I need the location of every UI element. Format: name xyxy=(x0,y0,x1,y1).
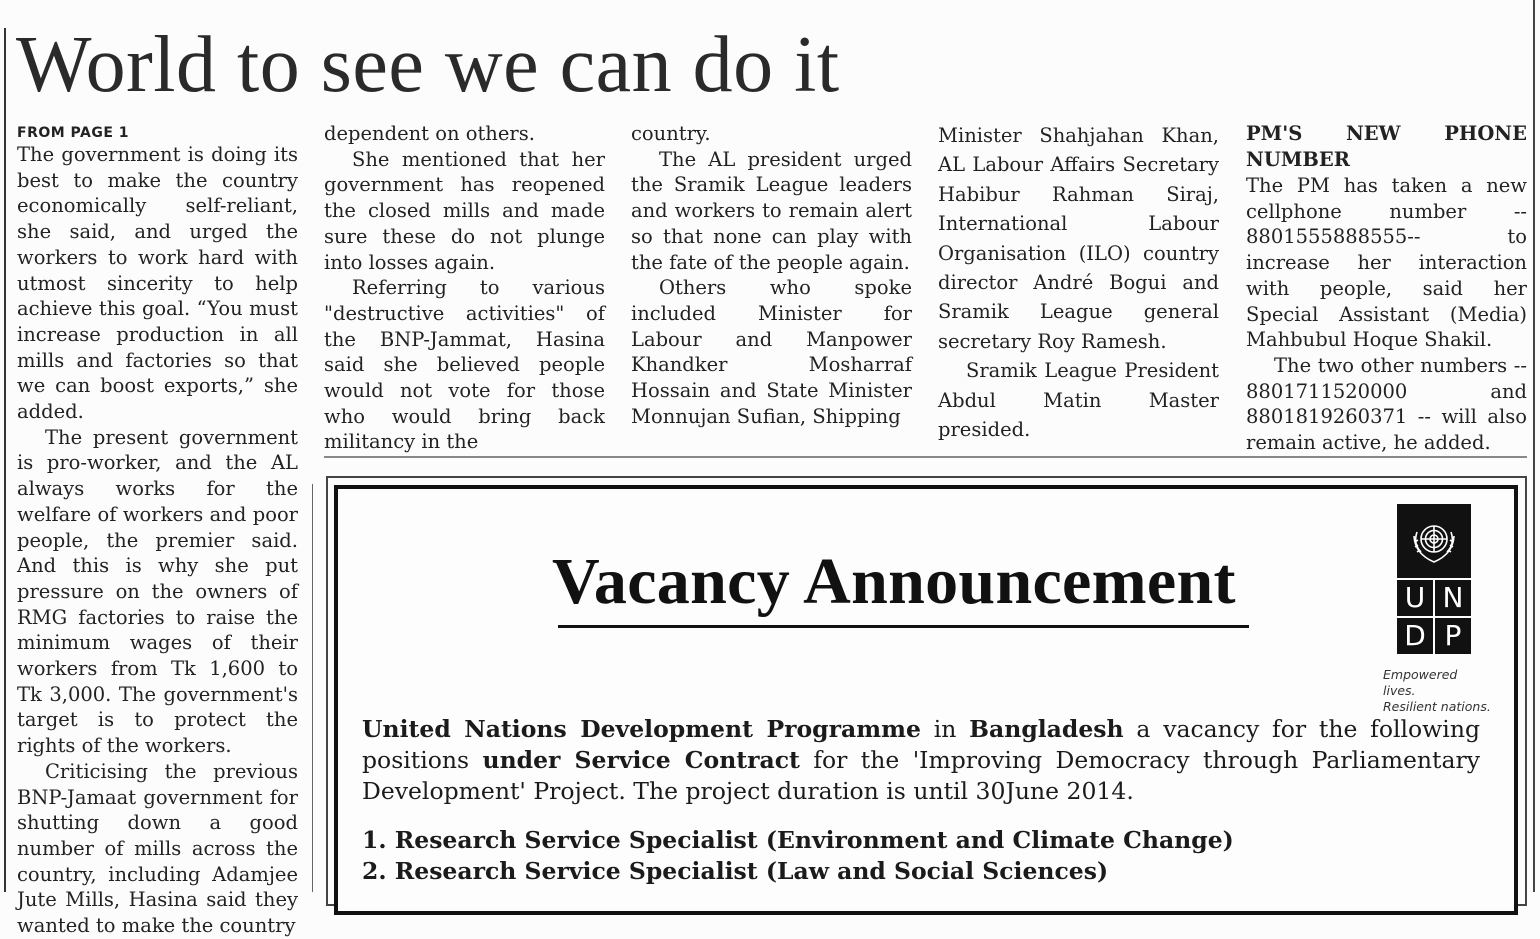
un-emblem-icon xyxy=(1397,504,1471,578)
article-column-5 xyxy=(1246,121,1527,456)
body-text: a vacancy for the following positions xyxy=(362,715,1480,774)
undp-letter: N xyxy=(1435,580,1471,616)
right-page-rule xyxy=(1533,0,1535,892)
tagline-line: Empowered lives. xyxy=(1383,667,1458,698)
undp-letter: D xyxy=(1397,618,1433,654)
paragraph: Others who spoke included Minister for Labour and Manpower Khandker Mosharraf Hossain and State Minister Monnujan Sufian, Shipping xyxy=(631,276,912,428)
undp-tagline xyxy=(1383,667,1493,715)
positions-list xyxy=(362,825,1262,887)
paragraph: Criticising the previous BNP-Jamaat government for shutting down a good number of mills across the country, including Adamjee Jute Mills, Hasina said they wanted to make the country xyxy=(17,759,298,938)
position-item: 1. Research Service Specialist (Environment and Climate Change) xyxy=(362,826,1234,854)
undp-logo xyxy=(1397,504,1471,654)
paragraph: Referring to various "destructive activities" of the BNP-Jammat, Hasina said she believed people would not vote for those who would bring back militancy in the xyxy=(324,276,605,454)
article-column-2 xyxy=(324,121,605,455)
column-divider xyxy=(312,484,313,892)
contract-type: under Service Contract xyxy=(482,746,800,774)
position-item: 2. Research Service Specialist (Law and Social Sciences) xyxy=(362,857,1109,885)
body-text: in xyxy=(920,715,970,743)
org-name: United Nations Development Programme xyxy=(362,715,921,743)
paragraph: Sramik League President Abdul Matin Master presided. xyxy=(938,359,1219,442)
tagline-line: Resilient nations. xyxy=(1383,699,1491,714)
headline: World to see we can do it xyxy=(16,21,840,109)
from-page-kicker: FROM PAGE 1 xyxy=(17,125,130,141)
paragraph: The government is doing its best to make the country economically self-reliant, she said, and urged the workers to work hard with utmost sincerity to help achieve this goal. “You must increase production in all mills and factories so that we can boost exports,” she added. xyxy=(17,143,298,424)
paragraph: The two other numbers -- 8801711520000 and 8801819260371 -- will also remain active, he added. xyxy=(1246,353,1527,455)
ad-body-text xyxy=(362,714,1480,807)
paragraph: The AL president urged the Sramik League leaders and workers to remain alert so that none can play with the fate of the people again. xyxy=(631,147,912,274)
article-column-3 xyxy=(631,121,912,429)
paragraph: The PM has taken a new cellphone number -- 8801555888555-- to increase her interaction with people, said her Special Assistant (Media) Mahbubul Hoque Shakil. xyxy=(1246,174,1527,352)
ad-title-underline xyxy=(558,625,1249,628)
paragraph: The present government is pro-worker, and the AL always works for the welfare of workers and poor people, the premier said. And this is why she put pressure on the owners of RMG factories to raise the minimum wages of their workers from Tk 1,600 to Tk 3,000. The government's target is to protect the rights of the workers. xyxy=(17,425,298,758)
country-name: Bangladesh xyxy=(969,715,1124,743)
paragraph: Minister Shahjahan Khan, AL Labour Affairs Secretary Habibur Rahman Siraj, International Labour Organisation (ILO) country director André Bogui and Sramik League general secretary Roy Ramesh. xyxy=(938,124,1219,353)
undp-letter: U xyxy=(1397,580,1433,616)
article-column-1 xyxy=(17,124,298,939)
article-column-4 xyxy=(938,121,1219,444)
ad-title: Vacancy Announcement xyxy=(552,545,1236,618)
undp-letters xyxy=(1397,580,1471,654)
paragraph: dependent on others. xyxy=(324,122,535,145)
body-text: for the 'Improving Democracy through Parliamentary Development' Project. The project duration is until 30June 2014. xyxy=(362,746,1480,805)
undp-letter: P xyxy=(1435,618,1471,654)
phone-number-subhead: PM'S NEW PHONE NUMBER xyxy=(1246,122,1527,171)
paragraph: She mentioned that her government has reopened the closed mills and made sure these do not plunge into losses again. xyxy=(324,147,605,274)
paragraph: country. xyxy=(631,122,711,145)
article-bottom-rule xyxy=(324,456,1527,458)
left-column-rule xyxy=(4,28,6,892)
